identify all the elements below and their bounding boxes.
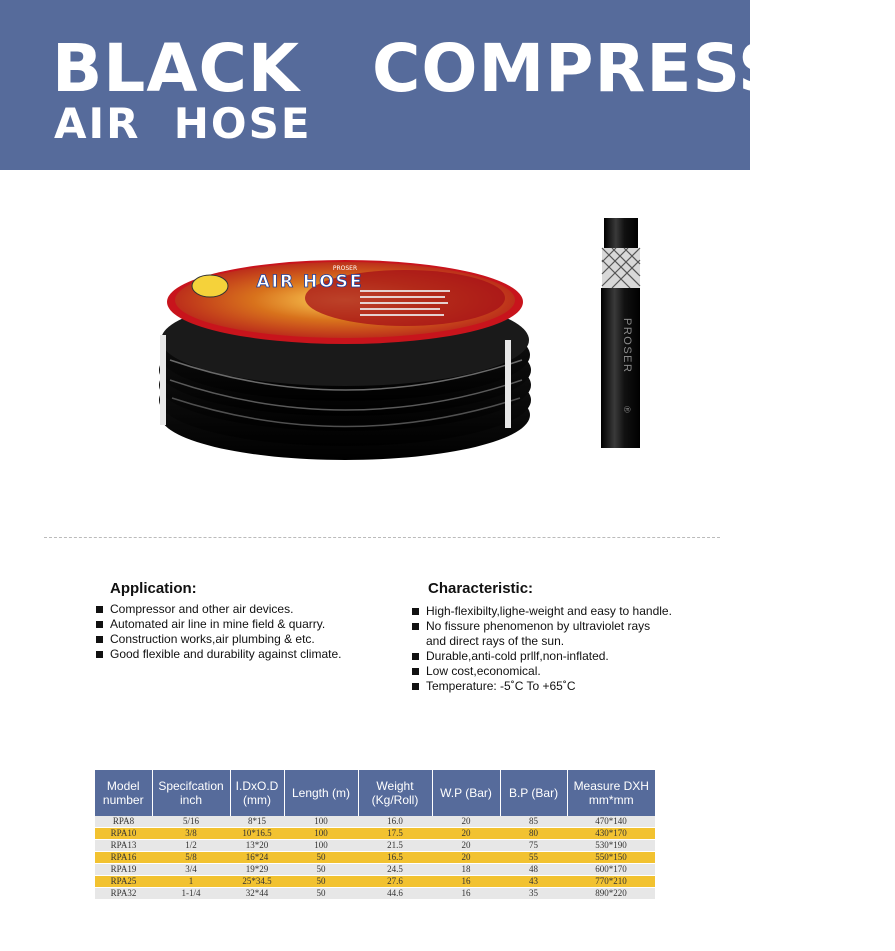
list-item: Durable,anti-cold prllf,non-inflated.	[412, 649, 672, 664]
title-banner	[0, 0, 895, 170]
table-cell: 50	[284, 876, 358, 888]
table-cell: 890*220	[567, 888, 655, 900]
table-cell: 1/2	[152, 840, 230, 852]
table-cell: 3/4	[152, 864, 230, 876]
col-header: I.DxO.D (mm)	[230, 770, 284, 816]
table-cell: 16.5	[358, 852, 432, 864]
table-cell: 16*24	[230, 852, 284, 864]
table-cell: 430*170	[567, 828, 655, 840]
table-cell: 550*150	[567, 852, 655, 864]
application-title: Application:	[110, 580, 197, 597]
table-cell: 3/8	[152, 828, 230, 840]
table-cell: RPA19	[95, 864, 152, 876]
table-cell: 16	[432, 888, 500, 900]
table-row	[95, 816, 655, 828]
table-cell: RPA8	[95, 816, 152, 828]
table-cell: 19*29	[230, 864, 284, 876]
col-header: Weight (Kg/Roll)	[358, 770, 432, 816]
table-cell: 5/8	[152, 852, 230, 864]
table-cell: RPA25	[95, 876, 152, 888]
col-header: Specifcation inch	[152, 770, 230, 816]
table-cell: 1	[152, 876, 230, 888]
section-divider	[44, 537, 720, 538]
table-cell: 50	[284, 888, 358, 900]
list-item: Compressor and other air devices.	[96, 602, 341, 617]
col-header: W.P (Bar)	[432, 770, 500, 816]
col-header: Measure DXH mm*mm	[567, 770, 655, 816]
list-item: Low cost,economical.	[412, 664, 672, 679]
table-cell: 55	[500, 852, 567, 864]
table-cell: 21.5	[358, 840, 432, 852]
characteristic-title: Characteristic:	[428, 580, 534, 597]
col-header: Length (m)	[284, 770, 358, 816]
col-header: Model number	[95, 770, 152, 816]
table-row	[95, 828, 655, 840]
table-cell: 43	[500, 876, 567, 888]
table-cell: 16.0	[358, 816, 432, 828]
table-row	[95, 876, 655, 888]
registered-mark: ®	[622, 406, 632, 413]
application-list	[96, 602, 341, 662]
coil-label-text: AIR HOSE	[256, 272, 364, 292]
list-item: Automated air line in mine field & quarry.	[96, 617, 341, 632]
table-cell: 470*140	[567, 816, 655, 828]
table-cell: 20	[432, 840, 500, 852]
list-item-continued: and direct rays of the sun.	[426, 634, 565, 648]
list-item: Good flexible and durability against climate.	[96, 647, 341, 662]
hose-sample-image	[600, 218, 640, 448]
table-cell: 85	[500, 816, 567, 828]
table-cell: 80	[500, 828, 567, 840]
table-cell: 770*210	[567, 876, 655, 888]
table-cell: 50	[284, 864, 358, 876]
table-cell: 24.5	[358, 864, 432, 876]
table-cell: RPA13	[95, 840, 152, 852]
hose-brand-text: PROSER	[621, 318, 633, 374]
table-cell: RPA10	[95, 828, 152, 840]
table-cell: 600*170	[567, 864, 655, 876]
table-cell: 13*20	[230, 840, 284, 852]
coil-brand-text: PROSER	[332, 265, 358, 272]
hose-coil-image	[150, 240, 550, 480]
table-cell: 10*16.5	[230, 828, 284, 840]
col-header: B.P (Bar)	[500, 770, 567, 816]
characteristic-list	[412, 604, 672, 694]
table-cell: 100	[284, 840, 358, 852]
table-cell: 27.6	[358, 876, 432, 888]
table-cell: 32*44	[230, 888, 284, 900]
table-cell: 48	[500, 864, 567, 876]
table-cell: 17.5	[358, 828, 432, 840]
table-row	[95, 888, 655, 900]
list-item: No fissure phenomenon by ultraviolet rays	[412, 619, 672, 634]
table-row	[95, 852, 655, 864]
table-cell: 44.6	[358, 888, 432, 900]
table-cell: 75	[500, 840, 567, 852]
list-item: Temperature: -5˚C To +65˚C	[412, 679, 672, 694]
table-cell: 5/16	[152, 816, 230, 828]
list-item: Construction works,air plumbing & etc.	[96, 632, 341, 647]
page-subtitle: AIR HOSE	[54, 99, 312, 148]
table-cell: 20	[432, 852, 500, 864]
list-item: High-flexibilty,lighe-weight and easy to handle.	[412, 604, 672, 619]
table-header-row	[95, 770, 655, 816]
table-cell: 20	[432, 816, 500, 828]
table-row	[95, 840, 655, 852]
page-title: BLACK COMPRESSOR	[52, 30, 895, 107]
table-row	[95, 864, 655, 876]
table-cell: 100	[284, 828, 358, 840]
table-cell: RPA32	[95, 888, 152, 900]
table-cell: 50	[284, 852, 358, 864]
table-cell: RPA16	[95, 852, 152, 864]
table-cell: 18	[432, 864, 500, 876]
spec-table	[95, 770, 655, 900]
table-cell: 100	[284, 816, 358, 828]
table-cell: 25*34.5	[230, 876, 284, 888]
table-cell: 530*190	[567, 840, 655, 852]
table-cell: 8*15	[230, 816, 284, 828]
table-cell: 1-1/4	[152, 888, 230, 900]
table-cell: 16	[432, 876, 500, 888]
table-cell: 35	[500, 888, 567, 900]
table-cell: 20	[432, 828, 500, 840]
